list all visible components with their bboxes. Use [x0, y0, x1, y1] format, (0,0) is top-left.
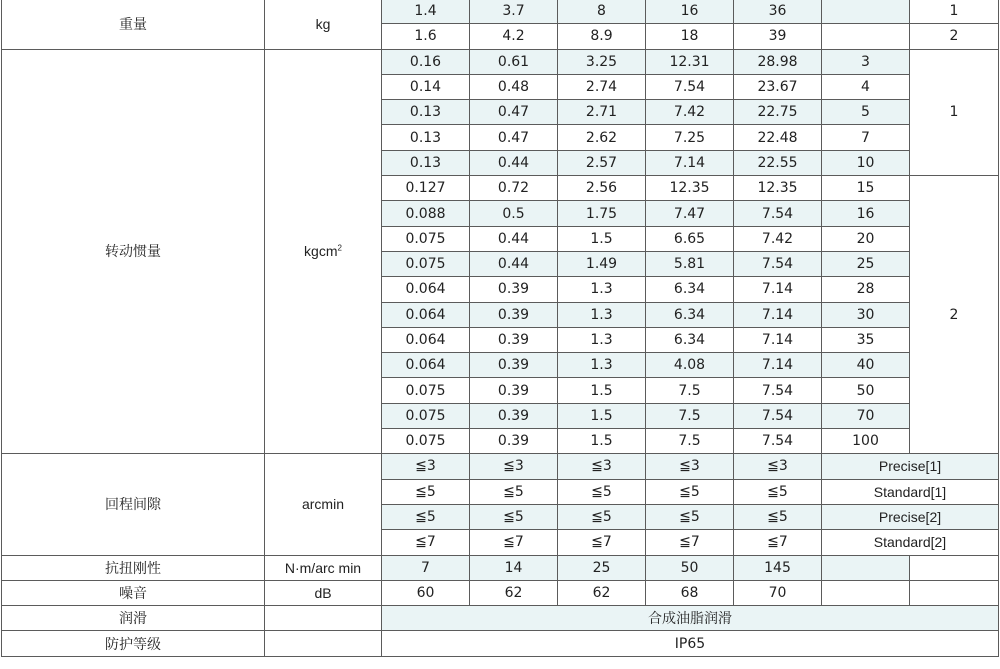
stiffness-value: 25	[558, 555, 646, 580]
inertia-value: 6.65	[646, 226, 734, 251]
inertia-value: 7.25	[646, 125, 734, 150]
protection-label: 防护等级	[2, 631, 265, 656]
backlash-value: ≦7	[558, 530, 646, 555]
inertia-group: 1	[910, 49, 999, 175]
inertia-value: 0.075	[382, 429, 470, 454]
inertia-value: 2.62	[558, 125, 646, 150]
backlash-value: ≦5	[382, 479, 470, 504]
inertia-ratio: 40	[822, 353, 910, 378]
inertia-value: 0.48	[470, 74, 558, 99]
backlash-value: ≦5	[646, 479, 734, 504]
inertia-value: 0.39	[470, 378, 558, 403]
inertia-ratio: 25	[822, 251, 910, 276]
inertia-ratio: 5	[822, 100, 910, 125]
inertia-row	[2, 49, 999, 74]
inertia-value: 22.55	[734, 150, 822, 175]
stiffness-value: 7	[382, 555, 470, 580]
inertia-value: 7.5	[646, 378, 734, 403]
stiffness-blank	[910, 555, 999, 580]
inertia-value: 0.47	[470, 100, 558, 125]
weight-group: 1	[910, 0, 999, 24]
stiffness-value: 14	[470, 555, 558, 580]
inertia-value: 7.54	[734, 201, 822, 226]
inertia-value: 1.5	[558, 403, 646, 428]
backlash-label: 回程间隙	[2, 454, 265, 555]
inertia-value: 0.39	[470, 403, 558, 428]
inertia-value: 7.54	[646, 74, 734, 99]
inertia-value: 7.5	[646, 429, 734, 454]
noise-value: 62	[558, 580, 646, 605]
inertia-value: 4.08	[646, 353, 734, 378]
inertia-value: 0.064	[382, 327, 470, 352]
weight-blank	[822, 24, 910, 49]
inertia-unit-cell	[265, 49, 382, 454]
inertia-value: 0.127	[382, 176, 470, 201]
backlash-value: ≦5	[558, 504, 646, 529]
inertia-value: 1.3	[558, 277, 646, 302]
weight-value: 1.4	[382, 0, 470, 24]
inertia-value: 7.42	[734, 226, 822, 251]
inertia-label: 转动惯量	[2, 49, 265, 454]
noise-value: 68	[646, 580, 734, 605]
weight-value: 1.6	[382, 24, 470, 49]
backlash-value: ≦3	[646, 454, 734, 479]
backlash-value: ≦7	[734, 530, 822, 555]
inertia-value: 0.39	[470, 327, 558, 352]
inertia-value: 7.54	[734, 378, 822, 403]
backlash-value: ≦7	[382, 530, 470, 555]
weight-blank	[822, 0, 910, 24]
inertia-value: 0.44	[470, 251, 558, 276]
backlash-value: ≦7	[470, 530, 558, 555]
protection-unit-blank	[265, 631, 382, 656]
inertia-value: 7.54	[734, 403, 822, 428]
inertia-value: 6.34	[646, 302, 734, 327]
backlash-value: ≦7	[646, 530, 734, 555]
spec-table-body	[2, 0, 999, 656]
inertia-value: 1.49	[558, 251, 646, 276]
inertia-value: 0.44	[470, 150, 558, 175]
backlash-value: ≦5	[646, 504, 734, 529]
backlash-value: ≦5	[734, 479, 822, 504]
backlash-grade: Standard[2]	[822, 530, 999, 555]
inertia-ratio: 20	[822, 226, 910, 251]
inertia-value: 7.47	[646, 201, 734, 226]
backlash-value: ≦3	[470, 454, 558, 479]
noise-value: 60	[382, 580, 470, 605]
noise-row	[2, 580, 999, 605]
inertia-value: 0.61	[470, 49, 558, 74]
inertia-ratio: 4	[822, 74, 910, 99]
backlash-value: ≦3	[734, 454, 822, 479]
stiffness-blank	[822, 555, 910, 580]
inertia-value: 5.81	[646, 251, 734, 276]
inertia-ratio: 70	[822, 403, 910, 428]
weight-value: 36	[734, 0, 822, 24]
weight-value: 4.2	[470, 24, 558, 49]
inertia-unit-superscript: 2	[337, 243, 342, 253]
inertia-value: 12.35	[646, 176, 734, 201]
inertia-value: 0.075	[382, 251, 470, 276]
inertia-ratio: 50	[822, 378, 910, 403]
weight-row	[2, 0, 999, 24]
inertia-value: 6.34	[646, 277, 734, 302]
protection-value: IP65	[382, 631, 999, 656]
noise-value: 62	[470, 580, 558, 605]
inertia-value: 0.075	[382, 378, 470, 403]
inertia-value: 1.3	[558, 353, 646, 378]
protection-row	[2, 631, 999, 656]
inertia-value: 0.72	[470, 176, 558, 201]
inertia-group: 2	[910, 176, 999, 454]
inertia-value: 1.5	[558, 226, 646, 251]
inertia-value: 22.48	[734, 125, 822, 150]
stiffness-unit: N·m/arc min	[265, 555, 382, 580]
inertia-value: 7.14	[646, 150, 734, 175]
inertia-value: 0.16	[382, 49, 470, 74]
inertia-value: 2.74	[558, 74, 646, 99]
inertia-value: 2.57	[558, 150, 646, 175]
spec-table	[1, 0, 999, 657]
noise-label: 噪音	[2, 580, 265, 605]
inertia-ratio: 3	[822, 49, 910, 74]
inertia-ratio: 15	[822, 176, 910, 201]
weight-value: 18	[646, 24, 734, 49]
stiffness-value: 145	[734, 555, 822, 580]
inertia-value: 1.75	[558, 201, 646, 226]
inertia-value: 0.5	[470, 201, 558, 226]
stiffness-row	[2, 555, 999, 580]
inertia-value: 3.25	[558, 49, 646, 74]
inertia-value: 0.075	[382, 226, 470, 251]
stiffness-label: 抗扭刚性	[2, 555, 265, 580]
inertia-value: 0.14	[382, 74, 470, 99]
inertia-ratio: 16	[822, 201, 910, 226]
backlash-value: ≦5	[558, 479, 646, 504]
inertia-value: 22.75	[734, 100, 822, 125]
weight-value: 3.7	[470, 0, 558, 24]
inertia-value: 7.14	[734, 277, 822, 302]
lubrication-row	[2, 606, 999, 631]
backlash-value: ≦3	[382, 454, 470, 479]
inertia-value: 0.088	[382, 201, 470, 226]
inertia-value: 2.56	[558, 176, 646, 201]
backlash-grade: Standard[1]	[822, 479, 999, 504]
inertia-value: 0.13	[382, 100, 470, 125]
backlash-row	[2, 454, 999, 479]
noise-blank	[822, 580, 910, 605]
inertia-value: 12.31	[646, 49, 734, 74]
weight-value: 8	[558, 0, 646, 24]
inertia-value: 0.064	[382, 353, 470, 378]
inertia-value: 1.5	[558, 429, 646, 454]
inertia-value: 1.5	[558, 378, 646, 403]
weight-value: 39	[734, 24, 822, 49]
inertia-value: 0.39	[470, 429, 558, 454]
inertia-value: 0.39	[470, 353, 558, 378]
stiffness-value: 50	[646, 555, 734, 580]
inertia-value: 0.13	[382, 150, 470, 175]
backlash-grade: Precise[1]	[822, 454, 999, 479]
inertia-value: 7.42	[646, 100, 734, 125]
inertia-value: 6.34	[646, 327, 734, 352]
inertia-ratio: 10	[822, 150, 910, 175]
inertia-value: 7.54	[734, 429, 822, 454]
inertia-unit: kgcm	[304, 243, 338, 260]
inertia-value: 2.71	[558, 100, 646, 125]
inertia-value: 7.54	[734, 251, 822, 276]
inertia-value: 12.35	[734, 176, 822, 201]
inertia-value: 1.3	[558, 302, 646, 327]
lubrication-value: 合成油脂润滑	[382, 606, 999, 631]
inertia-value: 7.14	[734, 302, 822, 327]
inertia-value: 7.5	[646, 403, 734, 428]
inertia-ratio: 28	[822, 277, 910, 302]
weight-group: 2	[910, 24, 999, 49]
inertia-value: 0.064	[382, 277, 470, 302]
inertia-value: 0.44	[470, 226, 558, 251]
noise-value: 70	[734, 580, 822, 605]
backlash-value: ≦3	[558, 454, 646, 479]
weight-label: 重量	[2, 0, 265, 49]
inertia-ratio: 100	[822, 429, 910, 454]
backlash-value: ≦5	[734, 504, 822, 529]
inertia-value: 0.39	[470, 277, 558, 302]
weight-value: 8.9	[558, 24, 646, 49]
inertia-ratio: 30	[822, 302, 910, 327]
inertia-value: 0.064	[382, 302, 470, 327]
inertia-value: 0.39	[470, 302, 558, 327]
weight-unit: kg	[265, 0, 382, 49]
inertia-ratio: 7	[822, 125, 910, 150]
noise-unit: dB	[265, 580, 382, 605]
lubrication-label: 润滑	[2, 606, 265, 631]
backlash-unit: arcmin	[265, 454, 382, 555]
noise-blank	[910, 580, 999, 605]
inertia-value: 7.14	[734, 327, 822, 352]
backlash-value: ≦5	[470, 504, 558, 529]
inertia-value: 7.14	[734, 353, 822, 378]
lubrication-unit-blank	[265, 606, 382, 631]
weight-value: 16	[646, 0, 734, 24]
inertia-value: 23.67	[734, 74, 822, 99]
inertia-ratio: 35	[822, 327, 910, 352]
backlash-value: ≦5	[470, 479, 558, 504]
inertia-value: 1.3	[558, 327, 646, 352]
inertia-value: 0.075	[382, 403, 470, 428]
inertia-value: 28.98	[734, 49, 822, 74]
inertia-value: 0.47	[470, 125, 558, 150]
backlash-grade: Precise[2]	[822, 504, 999, 529]
inertia-value: 0.13	[382, 125, 470, 150]
backlash-value: ≦5	[382, 504, 470, 529]
